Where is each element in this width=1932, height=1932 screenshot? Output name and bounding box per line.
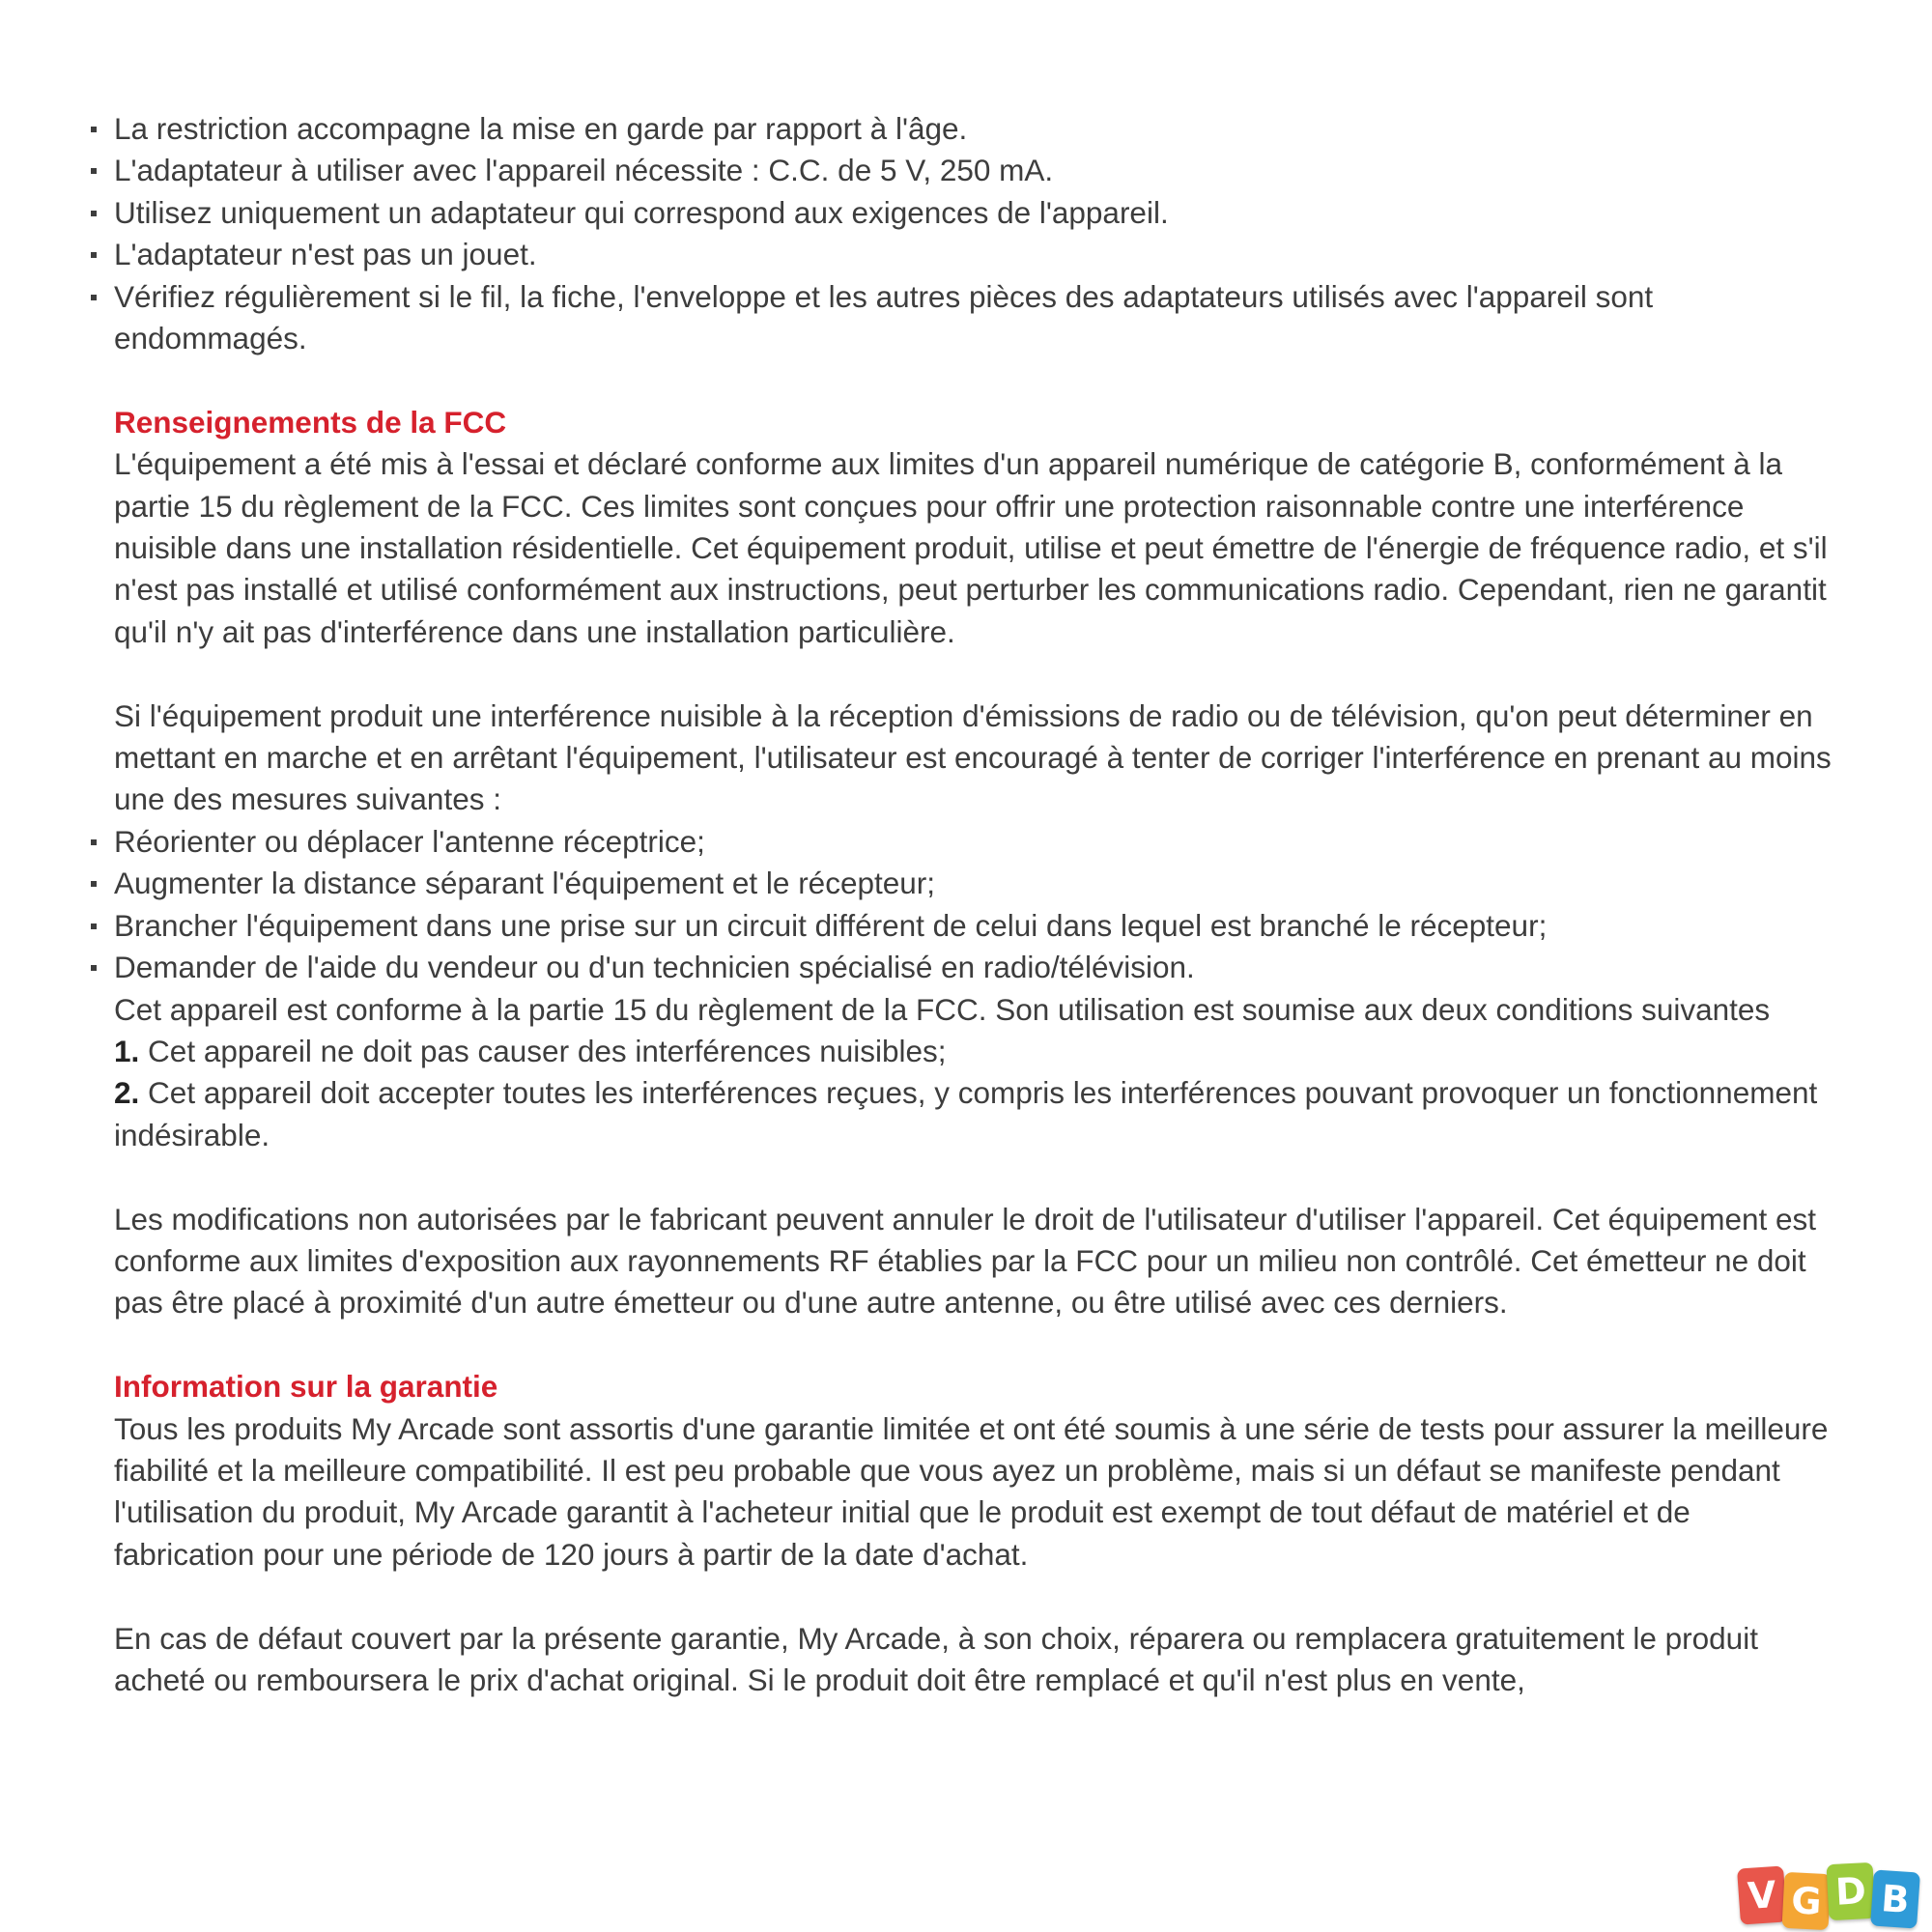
list-item: Utilisez uniquement un adaptateur qui correspond aux exigences de l'appareil. [91,192,1835,234]
list-item: L'adaptateur n'est pas un jouet. [91,234,1835,275]
condition-text: Cet appareil doit accepter toutes les interférences reçues, y compris les interférences pouvant provoquer un fonctionnement indésirable. [114,1075,1818,1152]
condition-number: 1. [114,1033,140,1068]
condition-number: 2. [114,1075,140,1111]
spacer [91,653,1835,695]
fcc-paragraph-1: L'équipement a été mis à l'essai et déclaré conforme aux limites d'un appareil numérique de catégorie B, conformément à la partie 15 du règlement de la FCC. Ces limites sont conçues pour offrir une protection raisonnable contre une interférence nuisible dans une installation résidentielle. Cet équipement produit, utilise et peut émettre de l'énergie de fréquence radio, et s'il n'est pas installé et utilisé conformément aux instructions, peut perturber les communications radio. Cependant, rien ne garantit qu'il n'y ait pas d'interférence dans une installation particulière. [114,446,1828,649]
document-page [91,108,1835,1701]
list-item: Demander de l'aide du vendeur ou d'un technicien spécialisé en radio/télévision. [91,947,1835,988]
spacer [91,1576,1835,1617]
list-item: Vérifiez régulièrement si le fil, la fiche, l'enveloppe et les autres pièces des adaptateurs utilisés avec l'appareil sont endommagés. [91,276,1835,360]
watermark-tile: G [1782,1872,1832,1930]
warranty-paragraph-2: En cas de défaut couvert par la présente garantie, My Arcade, à son choix, réparera ou remplacera gratuitement le produit acheté ou remboursera le prix d'achat original. Si le produit doit être remplacé et qu'il n'est plus en vente, [114,1620,1758,1697]
list-item: Brancher l'équipement dans une prise sur un circuit différent de celui dans lequel est branché le récepteur; [91,905,1835,947]
fcc-measures-list [91,821,1835,989]
list-item: Augmenter la distance séparant l'équipement et le récepteur; [91,863,1835,904]
list-item: La restriction accompagne la mise en garde par rapport à l'âge. [91,108,1835,150]
condition-text: Cet appareil ne doit pas causer des interférences nuisibles; [148,1033,947,1068]
fcc-heading: Renseignements de la FCC [114,404,507,440]
watermark-tile: V [1737,1865,1787,1924]
watermark-tile: D [1827,1862,1876,1920]
fcc-condition-1 [114,1031,1835,1072]
list-item: L'adaptateur à utiliser avec l'appareil nécessite : C.C. de 5 V, 250 mA. [91,150,1835,191]
vgdb-watermark-logo [1739,1860,1932,1932]
fcc-paragraph-3: Cet appareil est conforme à la partie 15 du règlement de la FCC. Son utilisation est soumise aux deux conditions suivantes [114,991,1771,1027]
warranty-paragraph-1: Tous les produits My Arcade sont assortis d'une garantie limitée et ont été soumis à une série de tests pour assurer la meilleure fiabilité et la meilleure compatibilité. Il est peu probable que vous ayez un problème, mais si un défaut se manifeste pendant l'utilisation du produit, My Arcade garantit à l'acheteur initial que le produit est exempt de tout défaut de matériel et de fabrication pour une période de 120 jours à partir de la date d'achat. [114,1410,1829,1572]
fcc-condition-2 [114,1072,1835,1156]
watermark-tile: B [1870,1869,1920,1928]
fcc-paragraph-4: Les modifications non autorisées par le fabricant peuvent annuler le droit de l'utilisateur d'utiliser l'appareil. Cet équipement est conforme aux limites d'exposition aux rayonnements RF établies par la FCC pour un milieu non contrôlé. Cet émetteur ne doit pas être placé à proximité d'un autre émetteur ou d'une autre antenne, ou être utilisé avec ces derniers. [114,1201,1817,1321]
fcc-paragraph-2: Si l'équipement produit une interférence nuisible à la réception d'émissions de radio ou de télévision, qu'on peut déterminer en mettant en marche et en arrêtant l'équipement, l'utilisateur est encouragé à tenter de corriger l'interférence en prenant au moins une des mesures suivantes : [114,697,1832,817]
warranty-heading: Information sur la garantie [114,1369,498,1405]
list-item: Réorienter ou déplacer l'antenne réceptrice; [91,821,1835,863]
spacer [91,1324,1835,1366]
spacer [91,359,1835,401]
spacer [91,1156,1835,1198]
safety-bullet-list [91,108,1835,359]
